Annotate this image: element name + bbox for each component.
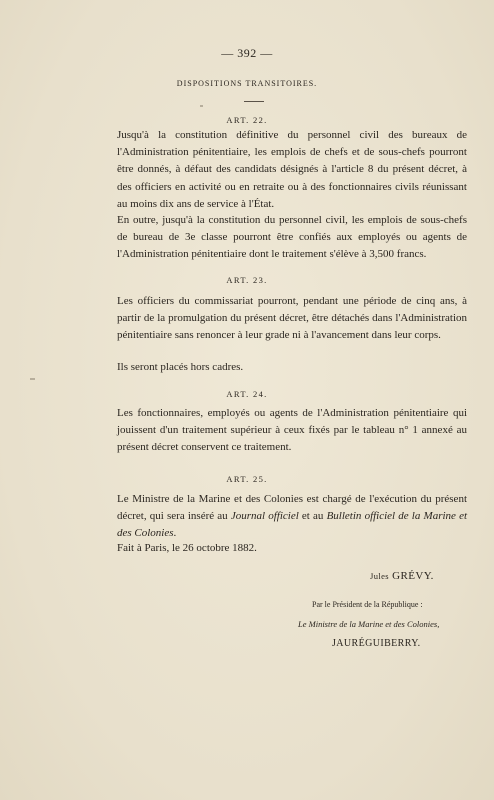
- article-24-paragraph: Les fonctionnaires, employés ou agents de l'Administration pénitentiaire qui jouissent d'un traitement supérieur à ceux fixés par le tableau n° 1 annexé au présent décret conservent ce traitement.: [117, 407, 467, 454]
- article-22-paragraph-2: En outre, jusqu'à la constitution du personnel civil, les emplois de sous-chefs de bureau de 3e classe pourront être confiés aux employés ou agents de l'Administration pénitentiaire dont le traitement s'élève à 3,500 francs.: [117, 214, 467, 261]
- article-23-paragraph-2: Ils seront placés hors cadres.: [117, 361, 244, 373]
- signer-first-name: Jules: [370, 571, 389, 581]
- article-23-heading: ART. 23.: [226, 275, 268, 285]
- date-line: Fait à Paris, le 26 octobre 1882.: [117, 542, 257, 554]
- title-rule: [244, 101, 264, 102]
- minister-title: Le Ministre de la Marine et des Colonies,: [298, 619, 440, 629]
- paper-speck: [200, 105, 203, 107]
- par-le-president: Par le Président de la République :: [312, 600, 423, 609]
- article-25-paragraph: [117, 491, 467, 543]
- article-24-heading: ART. 24.: [226, 389, 268, 399]
- bulletin-officiel-title: Bulletin officiel de la Marine et des Colonies: [117, 510, 468, 540]
- page-number: — 392 —: [221, 46, 273, 60]
- minister-name: JAURÉGUIBERRY.: [332, 638, 421, 649]
- article-22-paragraph-1: Jusqu'à la constitution définitive du personnel civil des bureaux de l'Administration pénitentiaire, les emplois de chefs et de sous-chefs pourront être donnés, à défaut des candidats désignés à l'article 8 du présent décret, à des officiers en activité ou en retraite ou à des fonctionnaires civils réunissant au moins dix ans de service à l'État.: [117, 129, 467, 210]
- article-25-text-1: Le Ministre de la Marine et des Colonies est chargé de l'exécution du présent décret, qui sera inséré au: [117, 493, 467, 523]
- article-25-text-3: .: [173, 527, 177, 540]
- paper-speck: [30, 378, 35, 380]
- journal-officiel-title: Journal officiel: [230, 510, 299, 523]
- article-22-heading: ART. 22.: [226, 115, 268, 125]
- article-25-heading: ART. 25.: [226, 474, 268, 484]
- section-title: DISPOSITIONS TRANSITOIRES.: [176, 79, 318, 88]
- signature-president: [370, 570, 434, 582]
- signer-last-name: GRÉVY.: [392, 570, 434, 582]
- article-25-text-2: et au: [298, 510, 327, 523]
- article-23-paragraph-1: Les officiers du commissariat pourront, pendant une période de cinq ans, à partir de la promulgation du présent décret, être détachés dans l'Administration pénitentiaire sans renoncer à leur grade ni à l'avancement dans leur corps.: [117, 295, 467, 342]
